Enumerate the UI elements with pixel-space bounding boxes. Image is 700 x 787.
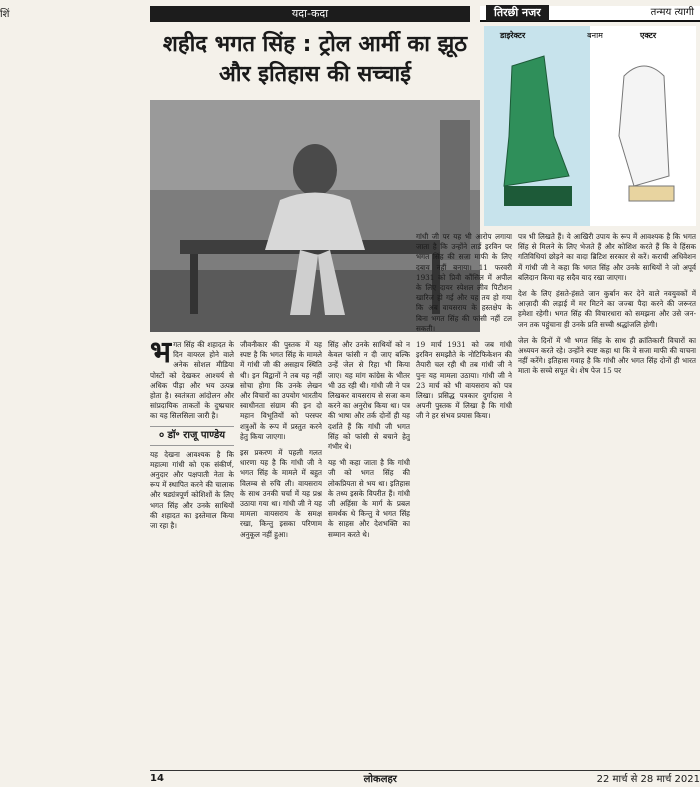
cartoon-illustration bbox=[484, 26, 696, 226]
column-3-text: सिंह और उनके साथियों को न केवल फांसी न दी जाए बल्कि उन्हें जेल से रिहा भी किया जाए। यह मांग कांग्रेस के भीतर भी उठ रही थी। गांधी जी ने पत्र लिखकर वायसराय से सजा कम करने का अनुरोध किया था। पत्र की भाषा और तर्क दोनों ही यह दर्शाते हैं कि गांधी जी भगत सिंह को फांसी से बचाने हेतु गंभीर थे। bbox=[328, 340, 410, 452]
column-5-text-c: जेल के दिनों में भी भगत सिंह के साथ ही क्रांतिकारी विचारों का अध्ययन करते रहे। उन्होंने स्पष्ट कहा था कि वे सजा माफी की याचना नहीं करेंगे। इतिहास गवाह है कि गांधी और भगत सिंह दोनों ही भारत माता के सच्चे सपूत थे। शेष पेज 15 पर bbox=[518, 335, 696, 376]
section-title-tirchhi-nazar: तिरछी नजर bbox=[486, 5, 549, 21]
column-4-text-b: 19 मार्च 1931 को जब गांधी इरविन समझौते के नोटिफिकेशन की तैयारी चल रही थी तब गांधी जी ने पुनः यह मामला उठाया। गांधी जी ने 23 मार्च को भी वायसराय को पत्र लिखा। प्रसिद्ध पत्रकार दुर्गादास ने अपनी पुस्तक में लिखा है कि गांधी जी ने हर संभव प्रयास किया। bbox=[416, 340, 512, 421]
column-1-text: गत सिंह की शहादत के दिन वायरल होने वाले अनेक सोशल मीडिया पोस्टों को देखकर आश्चर्य से अधिक पीड़ा और भय उत्पन्न होता है। स्वतंत्रता आंदोलन और सांप्रदायिक ताकतों के दुष्प्रचार का यह सिलसिला जारी है। bbox=[150, 340, 234, 421]
section-label-left: यदा-कदा bbox=[150, 6, 470, 22]
column-4-text: गांधी जी पर यह भी आरोप लगाया जाता है कि उन्होंने लार्ड इरविन पर भगत सिंह की सजा माफी के लिए दबाव नहीं बनाया। 11 फरवरी 1931 को प्रिवी कौंसिल में अपील के लिए दायर स्पेशल लीव पिटीशन खारिज हो गई और यह तय हो गया कि अब वायसराय के हस्तक्षेप के बिना भगत सिंह की फांसी नहीं टल सकती। bbox=[416, 232, 512, 333]
column-1-text-b: यह देखना आवश्यक है कि महात्मा गांधी को एक संकीर्ण, अनुदार और पक्षपाती नेता के रूप में स्थापित करने की चालाक और षड्यंत्रपूर्ण कोशिशों के लिए भगत सिंह और उनके साथियों की शहादत का इस्तेमाल किया जा रहा है। bbox=[150, 449, 234, 531]
column-2-text-b: इस प्रकरण में पहली गलत धारणा यह है कि गांधी जी ने भगत सिंह के मामले में बहुत विलम्ब से रुचि ली। वायसराय के साथ उनकी चर्चा में यह प्रश्न उठाया गया था। गांधी जी ने यह मामला वायसराय के समक्ष रखा, किन्तु इसका परिणाम अनुकूल नहीं हुआ। bbox=[240, 448, 322, 539]
page-number: 14 bbox=[150, 772, 164, 784]
column-2-text: जीवनीकार की पुस्तक में यह स्पष्ट है कि भगत सिंह के मामले में गांधी जी की असहाय स्थिति थी। इन विद्वानों ने तब यह नहीं सोचा होगा कि उनके लेखन और विचारों का उपयोग भारतीय स्वाधीनता संग्राम की इन दो महान विभूतियों को परस्पर शत्रुओं के रूप में प्रस्तुत करने हेतु किया जाएगा। bbox=[240, 340, 322, 441]
cartoon-label-director: डाइरेक्टर bbox=[500, 31, 526, 40]
cartoonist-name: तन्मय त्यागी bbox=[650, 7, 694, 18]
article-headline: शहीद भगत सिंह : ट्रोल आर्मी का झूठ और इतिहास की सच्चाई bbox=[162, 32, 468, 87]
dropcap: भ bbox=[150, 340, 172, 370]
article-column-2 bbox=[240, 340, 322, 768]
cartoon-label-versus: बनाम bbox=[587, 31, 603, 40]
article-column-1 bbox=[150, 340, 234, 768]
corner-mark: शिं bbox=[0, 9, 10, 20]
article-column-3 bbox=[328, 340, 410, 768]
column-3-text-b: यह भी कहा जाता है कि गांधी जी को भगत सिंह की लोकप्रियता से भय था। इतिहास के तथ्य इसके विपरीत हैं। गांधी जी अहिंसा के मार्ग के प्रबल समर्थक थे किन्तु वे भगत सिंह के साहस और देशभक्ति का सम्मान करते थे। bbox=[328, 458, 410, 539]
issue-date: 22 मार्च से 28 मार्च 2021 bbox=[596, 774, 700, 785]
section-label-right bbox=[480, 6, 700, 22]
cartoon-panel bbox=[484, 26, 696, 226]
column-5-text-b: देश के लिए हंसते-हंसते जान कुर्बान कर देने वाले नवयुवकों में आज़ादी की लड़ाई में मर मिटने का जज्बा पैदा करने की जरूरत हमेशा रहेगी। भगत सिंह की विचारधारा को समझना और उसे जन-जन तक पहुंचाना ही उनके प्रति सच्ची श्रद्धांजलि होगी। bbox=[518, 289, 696, 329]
article-column-4 bbox=[416, 232, 512, 768]
article-column-5 bbox=[518, 232, 696, 768]
cartoon-label-actor: एक्टर bbox=[640, 31, 657, 40]
publication-name: लोकलहर bbox=[363, 774, 397, 785]
page-footer bbox=[150, 770, 700, 785]
column-5-text: पत्र भी लिखते हैं। ये आखिरी उपाय के रूप में आवश्यक है कि भगत सिंह से मिलने के लिए भेजते हैं और कोशिश करते हैं कि वे हिंसक गतिविधियां छोड़ने का वादा ब्रिटिश सरकार से करें। कराची अधिवेशन में गांधी जी ने कहा कि भगत सिंह और उनके साथियों ने जो अपूर्व बलिदान किया वह सदैव याद रखा जाएगा। bbox=[518, 232, 696, 282]
author-byline: ० डॉ॰ राजू पाण्डेय bbox=[150, 426, 234, 446]
